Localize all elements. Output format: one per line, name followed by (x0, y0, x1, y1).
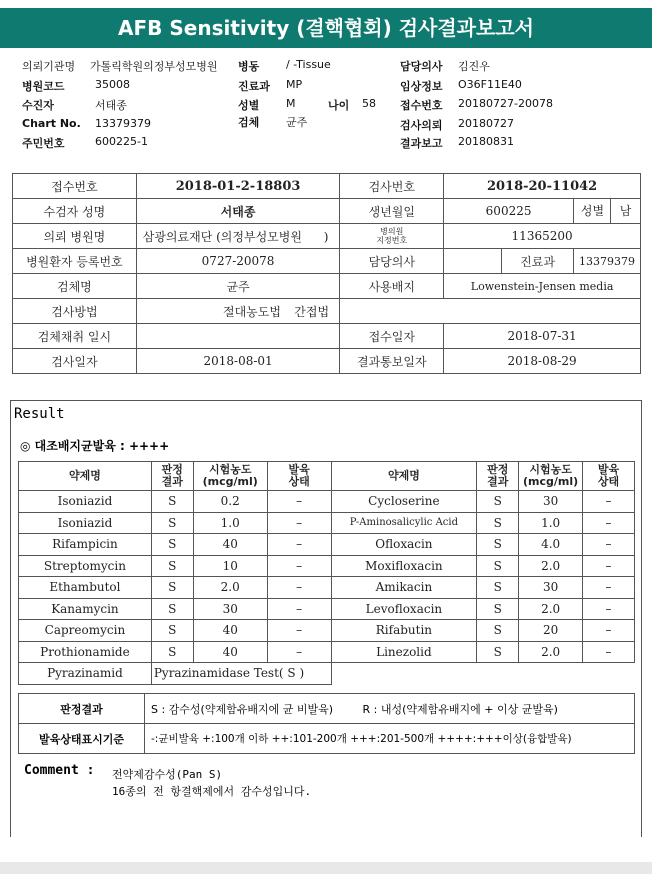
col-judge-1: 판정 (487, 463, 509, 476)
receipt-label: 접수번호 (400, 99, 443, 112)
info-cell: 2018-01-2-18803 (136, 174, 340, 199)
comment-line-2: 16종의 전 항결핵제에서 감수성입니다. (112, 785, 312, 798)
col-growth-1: 발육 (597, 463, 620, 476)
info-cell: 수검자 성명 (13, 199, 137, 224)
info-cell: 생년월일 (340, 199, 444, 224)
judge-result: S (477, 577, 519, 599)
growth-status: – (267, 491, 331, 513)
info-cell: 접수번호 (13, 174, 137, 199)
info-cell: Lowenstein-Jensen media (444, 274, 641, 299)
info-cell: 결과통보일자 (340, 349, 444, 374)
growth-status: – (267, 620, 331, 642)
info-cell: 지정번호 (376, 236, 408, 245)
info-cell: 검체명 (13, 274, 137, 299)
specimen-label: 검체 (238, 116, 260, 129)
info-cell: 2018-08-01 (136, 349, 340, 374)
info-cell (340, 224, 444, 249)
growth-status: – (583, 598, 635, 620)
test-conc: 2.0 (519, 598, 583, 620)
col-judge-1: 판정 (161, 463, 183, 476)
age-label: 나이 (328, 99, 350, 112)
pza-name: Pyrazinamid (19, 663, 152, 685)
drug-name: Levofloxacin (331, 598, 477, 620)
info-cell: 13379379 (573, 249, 640, 274)
judge-result: S (151, 641, 193, 663)
judge-r: R : 내성(약제함유배지에 + 이상 균발육) (362, 702, 558, 716)
col-conc-2: (mcg/ml) (523, 475, 579, 488)
table-row (19, 663, 635, 685)
growth-status: – (267, 534, 331, 556)
specimen: 균주 (286, 116, 308, 129)
judge-s: S : 감수성(약제함유배지에 균 비발육) (151, 702, 334, 716)
info-row (13, 299, 641, 324)
table-row (19, 555, 635, 577)
info-row (13, 174, 641, 199)
chart-label: Chart No. (22, 117, 81, 130)
request: 20180727 (458, 117, 514, 130)
table-row (19, 512, 635, 534)
info-cell: 남 (619, 204, 632, 218)
col-growth-2: 상태 (288, 475, 310, 488)
info-cell: 검체채취 일시 (13, 324, 137, 349)
growth-text: -:균비발육 +:100개 이하 ++:101-200개 +++:201-500개 ++++:+++이상(융합발육) (145, 724, 635, 754)
info-cell (444, 249, 502, 274)
growth-status: – (267, 598, 331, 620)
info-cell: 간접법 (284, 299, 340, 324)
col-growth-2: 상태 (597, 475, 620, 488)
legend-table (18, 693, 635, 754)
info-cell: 병의원 (380, 227, 404, 236)
growth-status: – (267, 512, 331, 534)
info-row (13, 224, 641, 249)
info-cell: 담당의사 (340, 249, 444, 274)
info-row (13, 324, 641, 349)
institution-label: 의뢰기관명 (22, 60, 76, 73)
col-conc-1: 시험농도 (208, 463, 252, 476)
test-conc: 1.0 (519, 512, 583, 534)
info-cell (136, 324, 340, 349)
growth-status: – (267, 555, 331, 577)
growth-status: – (583, 641, 635, 663)
growth-status: – (267, 641, 331, 663)
judge-result: S (477, 641, 519, 663)
col-drug: 약제명 (331, 462, 477, 491)
growth-label: 발육상태표시기준 (19, 724, 145, 754)
drug-name: Streptomycin (19, 555, 152, 577)
doctor-label: 담당의사 (400, 60, 443, 73)
drug-name: Prothionamide (19, 641, 152, 663)
institution: 가톨릭학원의정부성모병원 (90, 60, 218, 73)
info-cell (136, 224, 340, 249)
col-judge (151, 462, 193, 491)
info-cell: 삼광의료재단 (의정부성모병원 (142, 229, 302, 244)
col-judge-2: 결과 (487, 475, 509, 488)
rrn: 600225-1 (95, 135, 148, 148)
drug-table (18, 461, 635, 685)
patient: 서태종 (95, 99, 127, 112)
test-conc: 30 (519, 491, 583, 513)
receipt: 20180727-20078 (458, 97, 553, 110)
report: 20180831 (458, 135, 514, 148)
judge-result: S (151, 512, 193, 534)
report-title: AFB Sensitivity (결핵협회) 검사결과보고서 (0, 8, 652, 48)
doctor: 김진우 (458, 60, 490, 73)
clinical: O36F11E40 (458, 78, 522, 91)
drug-name: Isoniazid (19, 491, 152, 513)
col-conc-2: (mcg/ml) (202, 475, 258, 488)
judge-result: S (477, 555, 519, 577)
info-cell: 진료과 (502, 249, 574, 274)
test-conc: 20 (519, 620, 583, 642)
col-growth-1: 발육 (288, 463, 310, 476)
col-judge-2: 결과 (161, 475, 183, 488)
drug-name: Rifabutin (331, 620, 477, 642)
growth-status: – (583, 491, 635, 513)
info-cell: 병원환자 등록번호 (13, 249, 137, 274)
test-conc: 2.0 (519, 641, 583, 663)
test-conc: 10 (193, 555, 267, 577)
test-conc: 2.0 (519, 555, 583, 577)
info-cell: 균주 (136, 274, 340, 299)
growth-status: – (583, 512, 635, 534)
info-cell: 성별 (574, 199, 611, 223)
test-conc: 1.0 (193, 512, 267, 534)
judge-cell (145, 694, 635, 724)
col-conc (193, 462, 267, 491)
age: 58 (362, 97, 376, 110)
drug-name: Isoniazid (19, 512, 152, 534)
rrn-label: 주민번호 (22, 137, 65, 150)
judge-result: S (151, 491, 193, 513)
test-conc: 40 (193, 534, 267, 556)
table-row (19, 577, 635, 599)
test-conc: 30 (193, 598, 267, 620)
comment-label: Comment : (24, 763, 95, 778)
test-conc: 4.0 (519, 534, 583, 556)
comment-line-1: 전약제감수성(Pan S) (112, 768, 223, 781)
col-conc (519, 462, 583, 491)
report-label: 결과보고 (400, 137, 443, 150)
info-cell: 서태종 (136, 199, 340, 224)
ward-label: 병동 (238, 60, 260, 73)
col-growth (583, 462, 635, 491)
test-conc: 30 (519, 577, 583, 599)
drug-table-header (19, 462, 635, 491)
drug-name: Ofloxacin (331, 534, 477, 556)
table-row (19, 491, 635, 513)
info-cell: 2018-07-31 (444, 324, 641, 349)
judge-result: S (477, 620, 519, 642)
judge-result: S (151, 620, 193, 642)
drug-name: Kanamycin (19, 598, 152, 620)
drug-name: Cycloserine (331, 491, 477, 513)
table-row (19, 641, 635, 663)
info-cell: 11365200 (444, 224, 641, 249)
growth-status: – (583, 620, 635, 642)
info-row (13, 274, 641, 299)
growth-status: – (267, 577, 331, 599)
info-cell: 600225 (444, 199, 574, 224)
test-conc: 40 (193, 620, 267, 642)
request-label: 검사의뢰 (400, 119, 443, 132)
result-title: Result (14, 406, 65, 422)
info-row (13, 349, 641, 374)
info-cell: ) (323, 229, 329, 244)
legend-row (19, 724, 635, 754)
info-row (13, 249, 641, 274)
judge-result: S (477, 534, 519, 556)
drug-name: Moxifloxacin (331, 555, 477, 577)
info-cell: 0727-20078 (136, 249, 340, 274)
table-row (19, 534, 635, 556)
test-conc: 40 (193, 641, 267, 663)
col-drug: 약제명 (19, 462, 152, 491)
hospital-code-label: 병원코드 (22, 80, 65, 93)
dept-label: 진료과 (238, 80, 270, 93)
drug-name: Capreomycin (19, 620, 152, 642)
growth-status: – (583, 577, 635, 599)
info-cell: 검사방법 (13, 299, 137, 324)
growth-status: – (583, 534, 635, 556)
ward: / -Tissue (286, 58, 331, 71)
legend-row (19, 694, 635, 724)
info-cell: 의뢰 병원명 (13, 224, 137, 249)
judge-result: S (151, 598, 193, 620)
drug-name: Linezolid (331, 641, 477, 663)
drug-table-body (19, 491, 635, 663)
test-conc: 2.0 (193, 577, 267, 599)
judge-result: S (477, 491, 519, 513)
info-cell: 사용배지 (340, 274, 444, 299)
info-cell: 2018-08-29 (444, 349, 641, 374)
judge-result: S (151, 555, 193, 577)
dept: MP (286, 78, 303, 91)
info-cell: 2018-20-11042 (444, 174, 641, 199)
test-conc: 0.2 (193, 491, 267, 513)
table-row (19, 620, 635, 642)
judge-result: S (477, 598, 519, 620)
sex: M (286, 97, 296, 110)
judge-result: S (151, 534, 193, 556)
judge-result: S (151, 577, 193, 599)
info-cell: 검사일자 (13, 349, 137, 374)
info-cell: 절대농도법 (136, 299, 284, 324)
growth-status: – (583, 555, 635, 577)
table-row (19, 598, 635, 620)
col-judge (477, 462, 519, 491)
drug-name: Ethambutol (19, 577, 152, 599)
drug-name: Amikacin (331, 577, 477, 599)
info-cell (340, 299, 641, 324)
hospital-code: 35008 (95, 78, 130, 91)
info-table (12, 173, 641, 374)
col-conc-1: 시험농도 (529, 463, 572, 476)
empty-cell (331, 663, 634, 685)
drug-name: Rifampicin (19, 534, 152, 556)
sex-label: 성별 (238, 99, 260, 112)
control-growth: ◎ 대조배지균발육 : ++++ (20, 439, 170, 453)
info-cell: 검사번호 (340, 174, 444, 199)
judge-label: 판정결과 (19, 694, 145, 724)
col-growth (267, 462, 331, 491)
drug-name: P-Aminosalicylic Acid (331, 512, 477, 534)
patient-label: 수진자 (22, 99, 54, 112)
chart: 13379379 (95, 117, 151, 130)
info-cell (573, 199, 640, 224)
info-row (13, 199, 641, 224)
info-cell: 접수일자 (340, 324, 444, 349)
clinical-label: 임상정보 (400, 80, 443, 93)
judge-result: S (477, 512, 519, 534)
pza-test: Pyrazinamidase Test( S ) (151, 663, 331, 685)
